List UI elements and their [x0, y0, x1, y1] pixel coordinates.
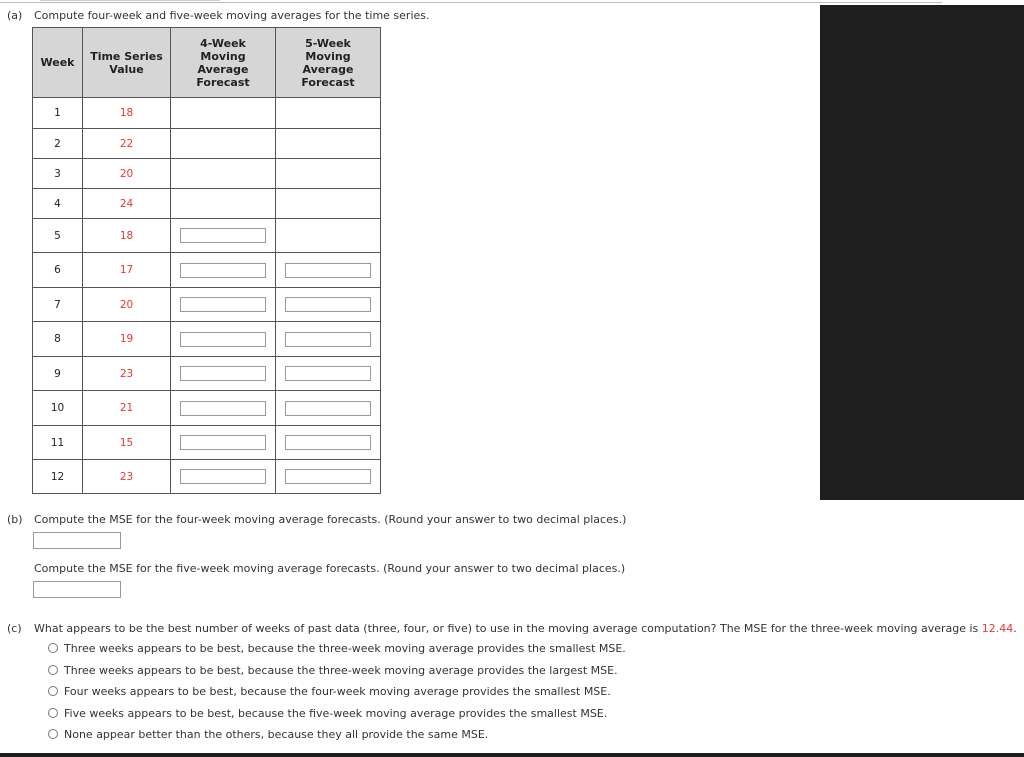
four-week-forecast-cell — [171, 189, 276, 219]
option-label: Three weeks appears to be best, because the three-week moving average provides the smallest MSE. — [64, 642, 626, 655]
five-week-forecast-input[interactable] — [285, 332, 371, 347]
five-week-forecast-cell — [276, 219, 381, 253]
option-3[interactable] — [48, 685, 611, 698]
five-week-forecast-cell — [276, 98, 381, 129]
week-cell: 11 — [33, 426, 83, 460]
time-series-value-cell: 23 — [83, 357, 171, 391]
table-row — [33, 189, 381, 219]
part-c-question-end: . — [1013, 622, 1017, 635]
time-series-value-cell: 22 — [83, 129, 171, 159]
option-label: None appear better than the others, because they all provide the same MSE. — [64, 728, 489, 741]
bottom-bar — [0, 753, 1024, 757]
table-row — [33, 129, 381, 159]
part-c-question — [34, 622, 1017, 635]
time-series-value-cell: 20 — [83, 159, 171, 189]
top-divider-short — [40, 0, 220, 1]
time-series-value-cell: 20 — [83, 288, 171, 322]
week-cell: 5 — [33, 219, 83, 253]
option-label: Three weeks appears to be best, because the three-week moving average provides the largest MSE. — [64, 664, 618, 677]
radio-icon[interactable] — [48, 729, 58, 739]
part-b-question-1: Compute the MSE for the four-week moving average forecasts. (Round your answer to two decimal places.) — [34, 513, 627, 526]
week-cell: 1 — [33, 98, 83, 129]
time-series-value-cell: 21 — [83, 391, 171, 426]
time-series-value-cell: 15 — [83, 426, 171, 460]
part-a-question: Compute four-week and five-week moving averages for the time series. — [34, 9, 430, 22]
four-week-forecast-input[interactable] — [180, 435, 266, 450]
five-week-forecast-cell — [276, 189, 381, 219]
time-series-value-cell: 18 — [83, 219, 171, 253]
four-week-forecast-cell — [171, 288, 276, 322]
table-row — [33, 288, 381, 322]
five-week-forecast-input[interactable] — [285, 401, 371, 416]
table-header-row — [33, 28, 381, 98]
time-series-value-cell: 23 — [83, 460, 171, 494]
table-row — [33, 322, 381, 357]
header-4-week-forecast: 4-Week Moving Average Forecast — [171, 28, 276, 98]
week-cell: 2 — [33, 129, 83, 159]
time-series-value-cell: 19 — [83, 322, 171, 357]
table-row — [33, 426, 381, 460]
week-cell: 8 — [33, 322, 83, 357]
moving-average-table — [32, 27, 381, 494]
option-1[interactable] — [48, 642, 626, 655]
four-week-forecast-input[interactable] — [180, 469, 266, 484]
time-series-value-cell: 24 — [83, 189, 171, 219]
four-week-forecast-input[interactable] — [180, 228, 266, 243]
week-cell: 6 — [33, 253, 83, 288]
part-b-letter: (b) — [7, 513, 23, 526]
time-series-value-cell: 18 — [83, 98, 171, 129]
four-week-forecast-cell — [171, 426, 276, 460]
part-c-question-text: What appears to be the best number of weeks of past data (three, four, or five) to use in the moving average computation? The MSE for the three-week moving average is — [34, 622, 982, 635]
four-week-forecast-input[interactable] — [180, 366, 266, 381]
part-b-question-2: Compute the MSE for the five-week moving average forecasts. (Round your answer to two decimal places.) — [34, 562, 626, 575]
week-cell: 10 — [33, 391, 83, 426]
five-week-forecast-cell — [276, 426, 381, 460]
table-row — [33, 159, 381, 189]
five-week-forecast-cell — [276, 288, 381, 322]
four-week-forecast-cell — [171, 129, 276, 159]
option-2[interactable] — [48, 664, 618, 677]
five-week-forecast-cell — [276, 159, 381, 189]
three-week-mse-value: 12.44 — [981, 622, 1014, 635]
four-week-forecast-input[interactable] — [180, 332, 266, 347]
radio-icon[interactable] — [48, 686, 58, 696]
week-cell: 7 — [33, 288, 83, 322]
radio-icon[interactable] — [48, 708, 58, 718]
five-week-forecast-input[interactable] — [285, 263, 371, 278]
five-week-forecast-cell — [276, 322, 381, 357]
four-week-forecast-cell — [171, 159, 276, 189]
header-week: Week — [33, 28, 83, 98]
five-week-forecast-input[interactable] — [285, 366, 371, 381]
radio-icon[interactable] — [48, 665, 58, 675]
four-week-forecast-input[interactable] — [180, 297, 266, 312]
table-row — [33, 391, 381, 426]
mse-4-week-input[interactable] — [33, 532, 121, 549]
five-week-forecast-cell — [276, 129, 381, 159]
five-week-forecast-cell — [276, 357, 381, 391]
four-week-forecast-cell — [171, 219, 276, 253]
four-week-forecast-cell — [171, 391, 276, 426]
option-4[interactable] — [48, 707, 607, 720]
radio-icon[interactable] — [48, 643, 58, 653]
table-row — [33, 98, 381, 129]
five-week-forecast-input[interactable] — [285, 297, 371, 312]
part-a-letter: (a) — [7, 9, 23, 22]
week-cell: 12 — [33, 460, 83, 494]
five-week-forecast-cell — [276, 253, 381, 288]
table-row — [33, 253, 381, 288]
five-week-forecast-cell — [276, 460, 381, 494]
option-5[interactable] — [48, 728, 488, 741]
four-week-forecast-cell — [171, 460, 276, 494]
five-week-forecast-cell — [276, 391, 381, 426]
week-cell: 4 — [33, 189, 83, 219]
top-divider — [0, 2, 942, 3]
header-time-series-value: Time Series Value — [83, 28, 171, 98]
table-row — [33, 460, 381, 494]
dark-side-panel — [820, 5, 1024, 500]
option-label: Five weeks appears to be best, because the five-week moving average provides the smallest MSE. — [64, 707, 608, 720]
four-week-forecast-cell — [171, 322, 276, 357]
five-week-forecast-input[interactable] — [285, 435, 371, 450]
header-5-week-forecast: 5-Week Moving Average Forecast — [276, 28, 381, 98]
four-week-forecast-input[interactable] — [180, 263, 266, 278]
time-series-value-cell: 17 — [83, 253, 171, 288]
four-week-forecast-cell — [171, 357, 276, 391]
four-week-forecast-cell — [171, 98, 276, 129]
part-c-letter: (c) — [7, 622, 22, 635]
four-week-forecast-cell — [171, 253, 276, 288]
week-cell: 3 — [33, 159, 83, 189]
mse-5-week-input[interactable] — [33, 581, 121, 598]
five-week-forecast-input[interactable] — [285, 469, 371, 484]
four-week-forecast-input[interactable] — [180, 401, 266, 416]
table-row — [33, 219, 381, 253]
option-label: Four weeks appears to be best, because the four-week moving average provides the smallest MSE. — [64, 685, 611, 698]
table-row — [33, 357, 381, 391]
week-cell: 9 — [33, 357, 83, 391]
